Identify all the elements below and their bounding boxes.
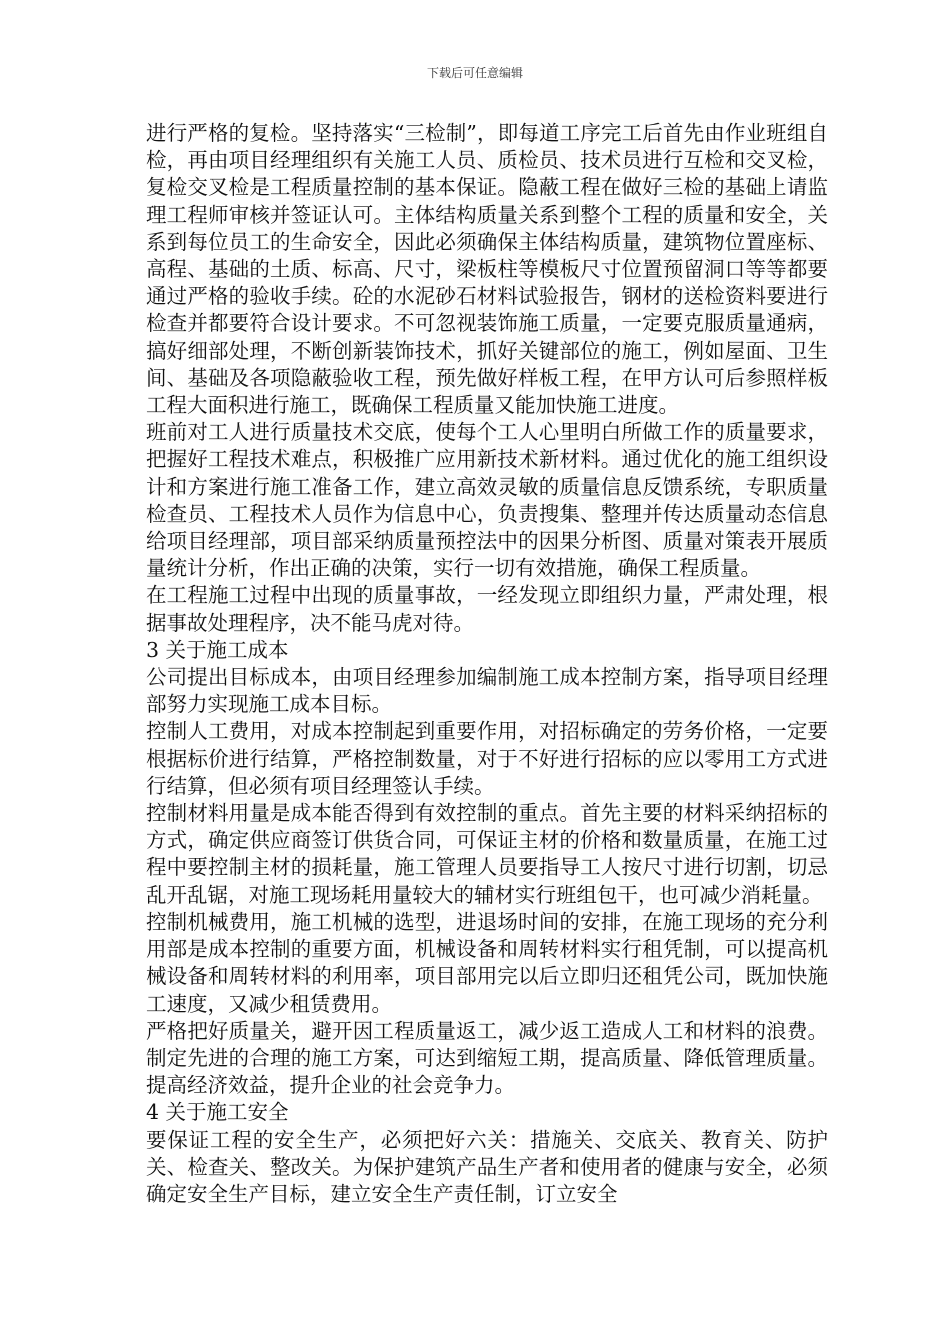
document-body — [146, 120, 828, 1208]
paragraph-material-cost: 控制材料用量是成本能否得到有效控制的重点。首先主要的材料采纳招标的方式，确定供应商签订供货合同，可保证主材的价格和数量质量，在施工过程中要控制主材的损耗量，施工管理人员要指导工人按尺寸进行切割，切忌乱开乱锯，对施工现场耗用量较大的辅材实行班组包干，也可减少消耗量。 — [146, 801, 828, 907]
paragraph-safety: 要保证工程的安全生产，必须把好六关：措施关、交底关、教育关、防护关、检查关、整改关。为保护建筑产品生产者和使用者的健康与安全，必须确定安全生产目标，建立安全生产责任制，订立安全 — [146, 1127, 828, 1206]
paragraph-quality-control: 严格把好质量关，避开因工程质量返工，减少返工造成人工和材料的浪费。制定先进的合理的施工方案，可达到缩短工期，提高质量、降低管理质量。提高经济效益，提升企业的社会竞争力。 — [146, 1018, 828, 1098]
page-header: 下载后可任意编辑 — [426, 66, 523, 80]
paragraph-quality-briefing: 班前对工人进行质量技术交底，使每个工人心里明白所做工作的质量要求，把握好工程技术难点，积极推广应用新技术新材料。通过优化的施工组织设计和方案进行施工准备工作，建立高效灵敏的质量信息反馈系统，专职质量检查员、工程技术人员作为信息中心，负责搜集、整理并传达质量动态信息给项目经理部，项目部采纳质量预控法中的因果分析图、质量对策表开展质量统计分析，作出正确的决策，实行一切有效措施，确保工程质量。 — [146, 420, 828, 581]
section-heading-safety: 4 关于施工安全 — [146, 1100, 289, 1125]
paragraph-cost-target: 公司提出目标成本，由项目经理参加编制施工成本控制方案，指导项目经理部努力实现施工成本目标。 — [146, 665, 828, 717]
paragraph-quality-accident: 在工程施工过程中出现的质量事故，一经发现立即组织力量，严肃处理，根据事故处理程序，决不能马虎对待。 — [146, 583, 828, 635]
paragraph-quality-inspection: 进行严格的复检。坚持落实“三检制”，即每道工序完工后首先由作业班组自检，再由项目经理组织有关施工人员、质检员、技术员进行互检和交叉检，复检交叉检是工程质量控制的基本保证。隐蔽工程在做好三检的基础上请监理工程师审核并签证认可。主体结构质量关系到整个工程的质量和安全，关系到每位员工的生命安全，因此必须确保主体结构质量，建筑物位置座标、高程、基础的土质、标高、尺寸，梁板柱等模板尺寸位置预留洞口等等都要通过严格的验收手续。砼的水泥砂石材料试验报告，钢材的送检资料要进行检查并都要符合设计要求。不可忽视装饰施工质量，一定要克服质量通病，搞好细部处理，不断创新装饰技术，抓好关键部位的施工，例如屋面、卫生间、基础及各项隐蔽验收工程，预先做好样板工程，在甲方认可后参照样板工程大面积进行施工，既确保工程质量又能加快施工进度。 — [146, 121, 828, 418]
paragraph-labor-cost: 控制人工费用，对成本控制起到重要作用，对招标确定的劳务价格，一定要根据标价进行结算，严格控制数量，对于不好进行招标的应以零用工方式进行结算，但必须有项目经理签认手续。 — [146, 719, 828, 798]
section-heading-cost: 3 关于施工成本 — [146, 637, 289, 662]
paragraph-machine-cost: 控制机械费用，施工机械的选型，进退场时间的安排，在施工现场的充分利用部是成本控制的重要方面，机械设备和周转材料实行租凭制，可以提高机械设备和周转材料的利用率，项目部用完以后立即归还租凭公司，既加快施工速度，又减少租赁费用。 — [146, 909, 828, 1016]
